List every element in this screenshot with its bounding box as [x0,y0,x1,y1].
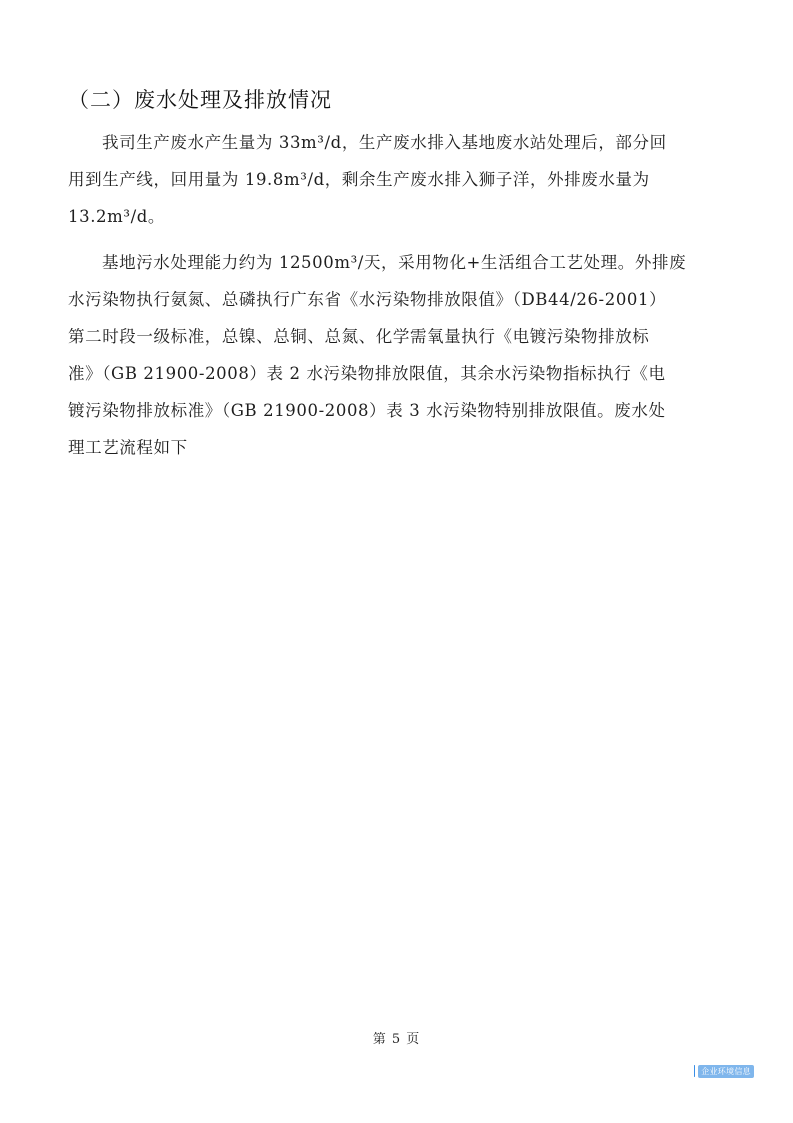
paragraph-line: 我司生产废水产生量为 33m³/d，生产废水排入基地废水站处理后，部分回 [102,133,667,152]
paragraph-line: 水污染物执行氨氮、总磷执行广东省《水污染物排放限值》（DB44/26-2001） [68,290,667,309]
watermark-logo-icon [694,1065,695,1077]
paragraph-wastewater-volume [68,124,728,235]
page-number: 第 5 页 [372,1032,421,1047]
paragraph-line: 用到生产线，回用量为 19.8m³/d，剩余生产废水排入狮子洋，外排废水量为 [68,170,650,189]
watermark [694,1064,754,1078]
paragraph-line: 准》（GB 21900-2008）表 2 水污染物排放限值，其余水污染物指标执行《电 [68,364,666,383]
paragraph-line: 镀污染物排放标准》（GB 21900-2008）表 3 水污染物特别排放限值。废水处 [68,401,666,420]
watermark-text: 企业环境信息 [698,1065,754,1078]
section-heading: （二）废水处理及排放情况 [68,88,332,112]
paragraph-line: 理工艺流程如下 [68,438,188,457]
paragraph-line: 第二时段一级标准，总镍、总铜、总氮、化学需氧量执行《电镀污染物排放标 [68,327,650,346]
paragraph-treatment-standards [68,244,728,466]
paragraph-line: 基地污水处理能力约为 12500m³/天，采用物化+生活组合工艺处理。外排废 [102,253,687,272]
paragraph-line: 13.2m³/d。 [68,207,166,226]
